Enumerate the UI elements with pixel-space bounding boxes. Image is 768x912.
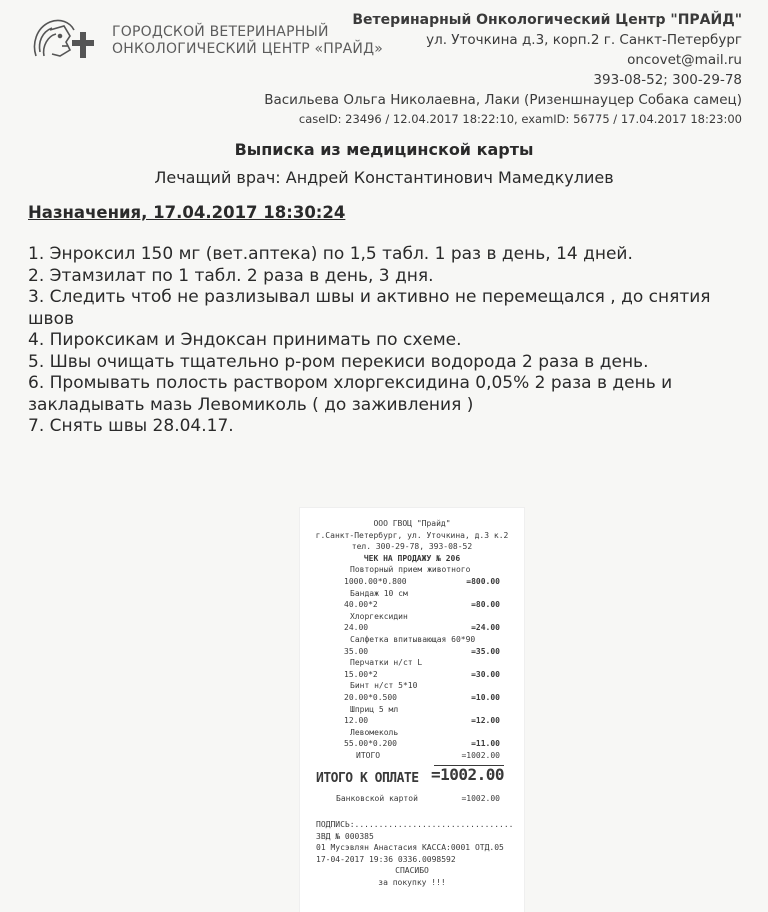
receipt-item-sum: =12.00: [471, 716, 500, 726]
receipt-subtotal-value: =1002.00: [461, 750, 500, 760]
receipt-item-name: Бандаж 10 см: [350, 588, 408, 598]
receipt-thanks: СПАСИБО: [395, 866, 429, 876]
prescription-item: 6. Промывать полость раствором хлоргексидина 0,05% 2 раза в день и закладывать мазь Левомиколь ( до заживления ): [28, 373, 673, 415]
receipt-item-calc: 35.00: [344, 646, 369, 656]
receipt-item-sum: =30.00: [471, 669, 500, 679]
receipt-item-name: Хлоргексидин: [350, 611, 408, 621]
logo-line-2: ОНКОЛОГИЧЕСКИЙ ЦЕНТР «ПРАЙД»: [112, 41, 383, 57]
receipt-subtotal-label: ИТОГО: [356, 750, 381, 760]
document-title: Выписка из медицинской карты: [234, 140, 534, 159]
clinic-name: Ветеринарный Онкологический Центр "ПРАЙД": [352, 12, 742, 28]
receipt-item-sum: =800.00: [466, 576, 500, 586]
prescription-item: 7. Снять швы 28.04.17.: [28, 416, 234, 436]
prescription-item: 4. Пироксикам и Эндоксан принимать по схеме.: [28, 330, 462, 350]
receipt-item-sum: =80.00: [471, 600, 500, 610]
clinic-phones: 393-08-52; 300-29-78: [593, 72, 742, 88]
receipt-item-calc: 12.00: [344, 716, 369, 726]
patient-info: Васильева Ольга Николаевна, Лаки (Ризеншнауцер Собака самец): [264, 92, 742, 108]
receipt-payment-value: =1002.00: [461, 794, 500, 804]
receipt-item-sum: =11.00: [471, 739, 500, 749]
receipt-item-sum: =35.00: [471, 646, 500, 656]
lion-cross-logo-icon: [30, 16, 110, 64]
receipt-check-title: ЧЕК НА ПРОДАЖУ № 206: [363, 553, 461, 563]
prescription-list: [28, 244, 748, 438]
receipt-item-name: Салфетка впитывающая 60*90: [350, 634, 476, 644]
receipt-total-label: ИТОГО К ОПЛАТЕ: [316, 771, 419, 787]
receipt-item-calc: 1000.00*0.800: [344, 576, 407, 586]
receipt-item-name: Повторный прием животного: [350, 565, 471, 575]
prescription-item: 2. Этамзилат по 1 табл. 2 раза в день, 3 дня.: [28, 265, 434, 286]
receipt-item-name: Перчатки н/ст L: [350, 658, 423, 668]
receipt-item: [300, 680, 524, 703]
receipt-item-calc: 24.00: [344, 623, 369, 633]
receipt-item-name: Шприц 5 мл: [350, 704, 399, 714]
receipt-datetime: 17-04-2017 19:36 0336.0098592: [316, 854, 456, 864]
prescription-item: 3. Следить чтоб не разлизывал швы и активно не перемещался , до снятия швов: [28, 287, 711, 329]
receipt-total: [300, 767, 524, 793]
prescription-item: 5. Швы очищать тщательно р-ром перекиси водорода 2 раза в день.: [28, 351, 649, 372]
receipt-item: [300, 564, 524, 587]
attending-doctor: Лечащий врач: Андрей Константинович Мамедкулиев: [154, 168, 614, 187]
receipt-item-sum: =10.00: [471, 692, 500, 702]
receipt-payment-label: Банковской картой: [336, 794, 418, 804]
receipt-company: ООО ГВОЦ "Прайд": [373, 519, 451, 528]
receipt-item: [300, 704, 524, 727]
receipt-item: [300, 727, 524, 750]
receipt-cashier: 01 Мусэвлян Анастасия КАССА:0001 ОТД.05: [316, 843, 504, 853]
receipt-item: [300, 634, 524, 657]
clinic-header: [264, 10, 742, 128]
logo-line-1: ГОРОДСКОЙ ВЕТЕРИНАРНЫЙ: [112, 24, 329, 40]
receipt-item-calc: 20.00*0.500: [344, 692, 397, 702]
receipt-phone: тел. 300-29-78, 393-08-52: [351, 542, 473, 552]
receipt-item-calc: 55.00*0.200: [344, 739, 397, 749]
receipt-item: [300, 657, 524, 680]
receipt-item: [300, 588, 524, 611]
receipt-item-calc: 40.00*2: [344, 600, 378, 610]
receipt-item-name: Левомеколь: [350, 727, 399, 737]
receipt-address: г.Санкт-Петербург, ул. Уточкина, д.3 к.2: [315, 530, 509, 540]
receipt-zvd: ЗВД № 000385: [316, 831, 374, 841]
sales-receipt: [300, 508, 524, 912]
case-exam-ids: caseID: 23496 / 12.04.2017 18:22:10, examID: 56775 / 17.04.2017 18:23:00: [298, 112, 742, 126]
receipt-thanks-purchase: за покупку !!!: [378, 878, 446, 888]
appointment-heading: Назначения, 17.04.2017 18:30:24: [28, 203, 346, 222]
receipt-item-sum: =24.00: [471, 623, 500, 633]
clinic-email: oncovet@mail.ru: [627, 52, 742, 68]
receipt-item-calc: 15.00*2: [344, 669, 378, 679]
receipt-item-name: Бинт н/ст 5*10: [350, 681, 418, 691]
clinic-address: ул. Уточкина д.3, корп.2 г. Санкт-Петербург: [426, 32, 742, 48]
prescription-item: 1. Энроксил 150 мг (вет.аптека) по 1,5 табл. 1 раз в день, 14 дней.: [28, 244, 633, 264]
receipt-item: [300, 611, 524, 634]
receipt-signature: ПОДПИСЬ:.................................: [316, 820, 514, 830]
receipt-total-value: =1002.00: [430, 765, 504, 785]
